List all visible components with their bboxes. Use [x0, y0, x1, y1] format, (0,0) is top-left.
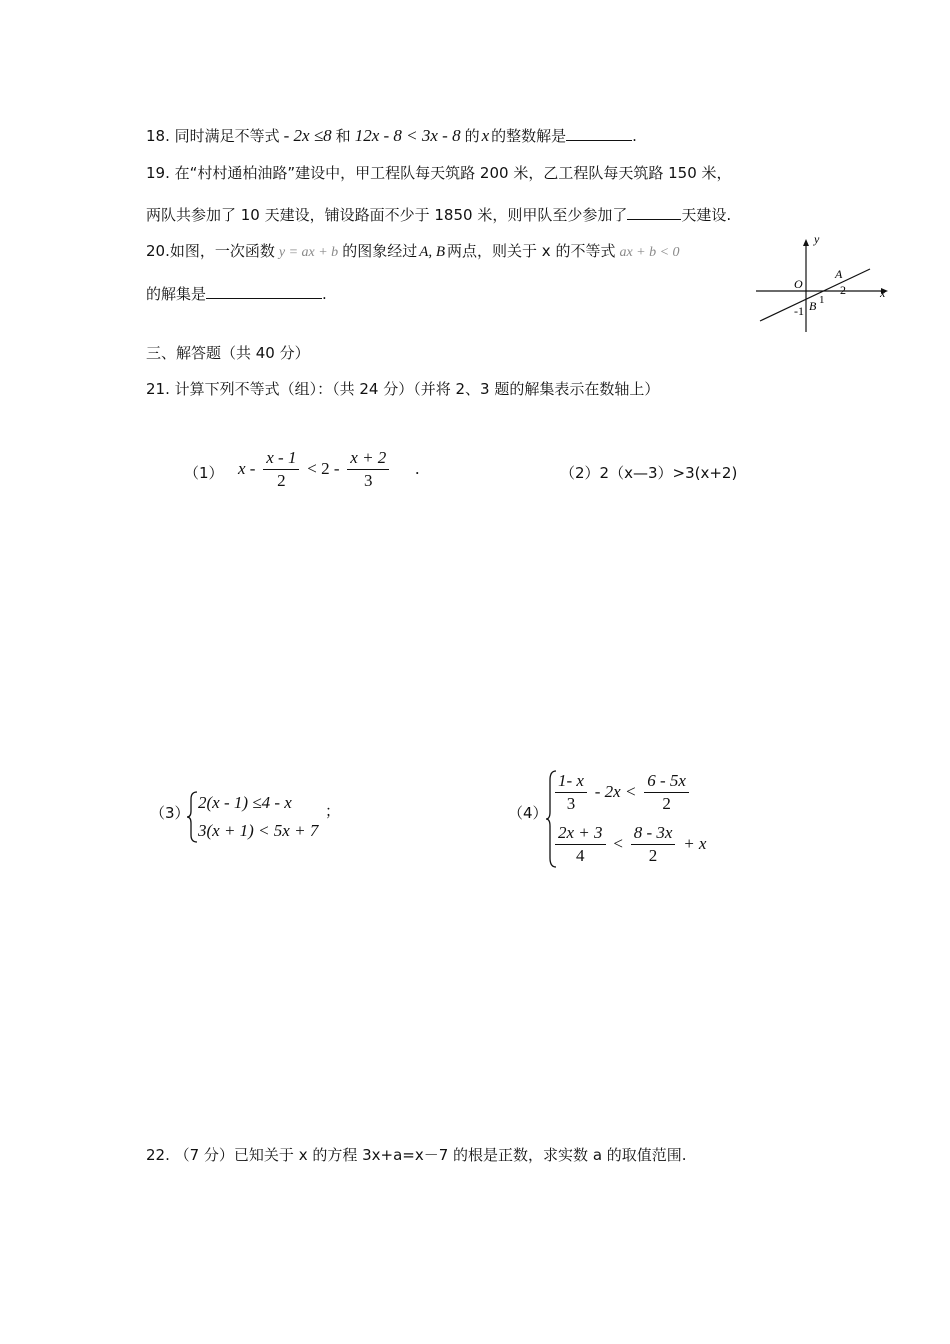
question-22: 22. （7 分）已知关于 x 的方程 3x+a=x－7 的根是正数，求实数 a 的取值范围. — [146, 1146, 687, 1164]
q19-answer-blank — [627, 203, 681, 220]
q21-part3-row-1: 2(x - 1) ≤4 - x — [198, 793, 292, 812]
point-b-label: B — [809, 299, 817, 313]
tick-label-neg1: -1 — [794, 304, 804, 318]
q21-p4-r1-denominator-2: 2 — [662, 794, 671, 813]
q18-label: 18. 同时满足不等式 — [146, 127, 280, 145]
q18-tail: 的整数解是 — [491, 127, 567, 145]
x-axis-label: x — [880, 286, 886, 300]
q21-p1-numerator-1: x - 1 — [263, 447, 299, 470]
tick-label-2: 2 — [840, 283, 846, 297]
q21-part4-row-1 — [552, 770, 692, 815]
q21-p4-r2-tail: + x — [683, 834, 707, 853]
q21-part1-label: （1） — [184, 464, 224, 482]
q18-end: . — [632, 127, 637, 145]
q21-p4-r2-numerator-1: 2x + 3 — [555, 822, 606, 845]
q20-c: 两点，则关于 x 的不等式 — [447, 242, 616, 260]
y-axis-label: y — [814, 232, 820, 246]
q21-p1-numerator-2: x + 2 — [347, 447, 389, 470]
q19-line2-b: 天建设. — [681, 206, 732, 224]
q20-line2: 的解集是 — [146, 285, 207, 303]
q21-part1-expression — [238, 447, 419, 492]
function-line — [760, 269, 870, 321]
y-axis-arrow — [803, 239, 809, 246]
q21-p4-r1-fraction-2 — [644, 770, 689, 815]
q21-part4-label: （4） — [508, 804, 548, 822]
q18-variable: x — [481, 126, 490, 145]
q21-p1-fraction-2 — [347, 447, 389, 492]
question-19-line-1: 19. 在“村村通柏油路”建设中，甲工程队每天筑路 200 米，乙工程队每天筑路 150 米， — [146, 164, 732, 182]
section-3-title: 三、解答题（共 40 分） — [146, 344, 310, 362]
q21-p1-fraction-1 — [263, 447, 299, 492]
q20-a: 20.如图，一次函数 — [146, 242, 275, 260]
q21-part3-label: （3） — [150, 804, 190, 822]
q21-p4-r2-fraction-1 — [555, 822, 606, 867]
q20-b: 的图象经过 — [342, 242, 418, 260]
q19-line2-a: 两队共参加了 10 天建设，铺设路面不少于 1850 米，则甲队至少参加了 — [146, 206, 628, 224]
q20-inequality: ax + b < 0 — [619, 245, 680, 260]
q21-p4-r2-denominator-1: 4 — [576, 846, 585, 865]
point-a-label: A — [835, 267, 843, 281]
q18-inequality-1: - 2x ≤8 — [283, 126, 332, 145]
q21-p1-denominator-2: 3 — [364, 471, 373, 490]
q20-function: y = ax + b — [278, 245, 339, 260]
q21-p4-r2-numerator-2: 8 - 3x — [631, 822, 676, 845]
q21-p1-x: x - — [238, 459, 256, 478]
q21-p4-r1-numerator-2: 6 - 5x — [644, 770, 689, 793]
q21-p1-middle: < 2 - — [307, 459, 340, 478]
q18-and: 和 — [335, 127, 351, 145]
q21-p4-r1-middle: - 2x < — [594, 782, 637, 801]
q21-p4-r1-fraction-1 — [555, 770, 587, 815]
origin-label: O — [794, 277, 803, 291]
q18-answer-blank — [566, 124, 632, 141]
tick-label-1: 1 — [819, 294, 825, 306]
question-19-line-2 — [146, 203, 731, 226]
q21-p4-r2-denominator-2: 2 — [648, 846, 658, 865]
q21-p4-r1-denominator-1: 3 — [566, 794, 576, 813]
q21-p1-denominator-1: 2 — [277, 471, 286, 490]
question-21-title: 21. 计算下列不等式（组）：（共 24 分）（并将 2、3 题的解集表示在数轴上） — [146, 380, 660, 398]
q21-p4-r1-numerator-1: 1- x — [555, 770, 587, 793]
q20-end: . — [322, 285, 327, 303]
q21-p4-r2-fraction-2 — [631, 822, 676, 867]
q21-part3-end: ； — [325, 802, 341, 820]
q21-part3-row-2: 3(x + 1) < 5x + 7 — [198, 821, 319, 840]
q21-part2: （2）2（x—3）>3(x+2) — [560, 464, 738, 482]
linear-function-graph — [752, 232, 892, 334]
q21-p4-r2-middle: < — [613, 834, 623, 853]
question-20-line-1 — [146, 240, 680, 264]
question-18 — [146, 124, 637, 147]
question-20-line-2 — [146, 282, 327, 305]
q21-p1-end: . — [415, 459, 420, 478]
q20-answer-blank — [206, 282, 322, 299]
q21-part4-row-2 — [552, 822, 706, 867]
q18-inequality-2: 12x - 8 < 3x - 8 — [354, 126, 461, 145]
q18-of: 的 — [464, 127, 480, 145]
q20-points: A, B — [419, 244, 446, 260]
